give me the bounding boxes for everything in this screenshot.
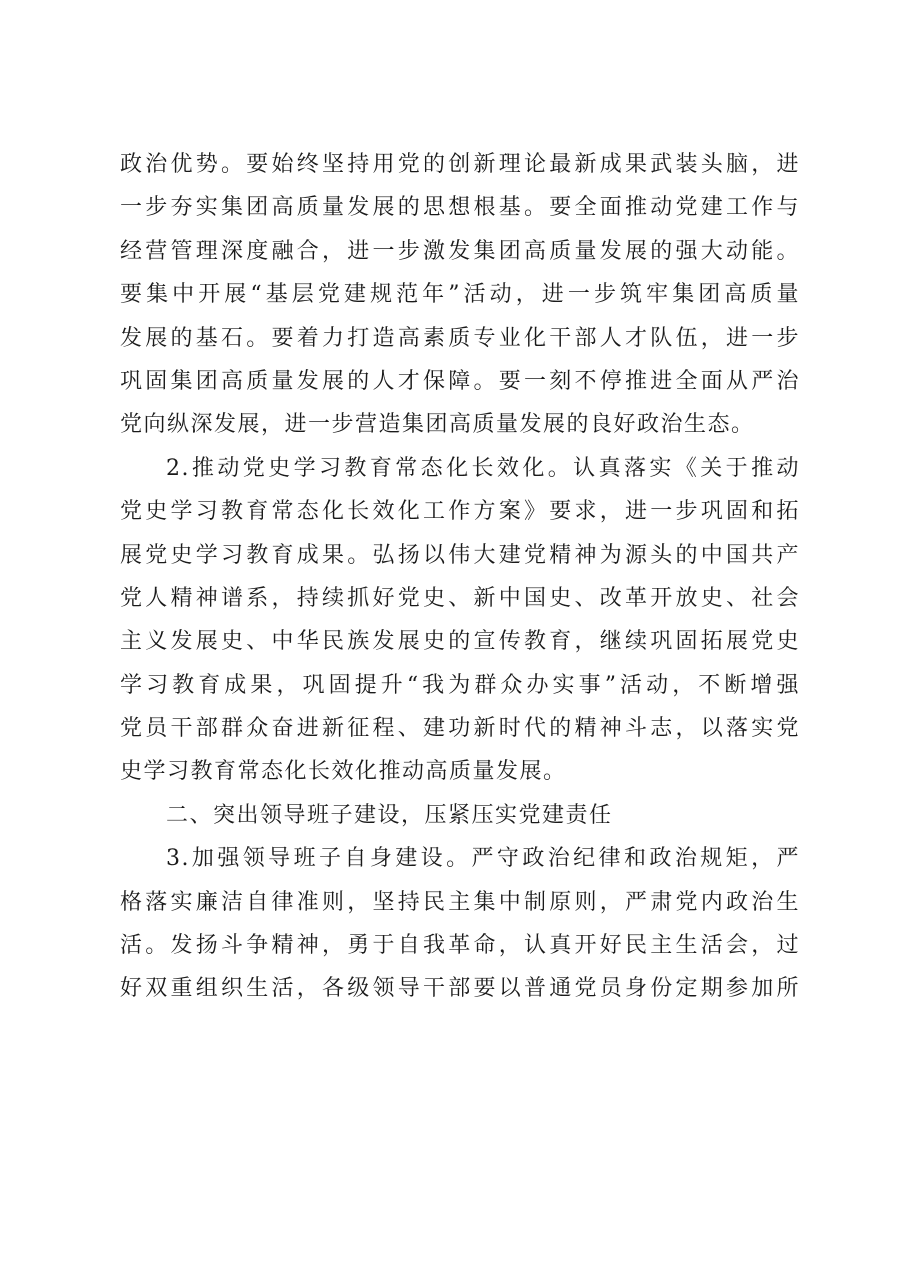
text-line: 党员干部群众奋进新征程、建功新时代的精神斗志，以落实党: [120, 716, 800, 742]
text-line: 格落实廉洁自律准则，坚持民主集中制原则，严肃党内政治生: [120, 889, 800, 915]
document-body: [120, 143, 800, 1011]
text-line: 巩固集团高质量发展的人才保障。要一刻不停推进全面从严治: [120, 368, 800, 394]
text-line: 学习教育成果，巩固提升“我为群众办实事”活动，不断增强: [120, 672, 800, 698]
text-line: 经营管理深度融合，进一步激发集团高质量发展的强大动能。: [120, 238, 800, 264]
text-line: 史学习教育常态化长效化推动高质量发展。: [120, 759, 567, 785]
text-line: 活。发扬斗争精神，勇于自我革命，认真开好民主生活会，过: [120, 933, 800, 959]
text-line: 2.推动党史学习教育常态化长效化。认真落实《关于推动: [166, 455, 800, 481]
text-line: 一步夯实集团高质量发展的思想根基。要全面推动党建工作与: [120, 195, 800, 221]
text-line: 3.加强领导班子自身建设。严守政治纪律和政治规矩，严: [166, 846, 800, 872]
section-heading: 二、突出领导班子建设，压紧压实党建责任: [166, 802, 613, 828]
text-line: 党向纵深发展，进一步营造集团高质量发展的良好政治生态。: [120, 412, 755, 438]
text-line: 展党史学习教育成果。弘扬以伟大建党精神为源头的中国共产: [120, 542, 800, 568]
text-line: 党人精神谱系，持续抓好党史、新中国史、改革开放史、社会: [120, 585, 800, 611]
text-line: 政治优势。要始终坚持用党的创新理论最新成果武装头脑，进: [120, 152, 800, 177]
text-line: 主义发展史、中华民族发展史的宣传教育，继续巩固拓展党史: [120, 629, 800, 655]
text-line: 要集中开展“基层党建规范年”活动，进一步筑牢集团高质量: [120, 282, 800, 308]
text-line: 好双重组织生活，各级领导干部要以普通党员身份定期参加所: [120, 976, 800, 1002]
text-line: 党史学习教育常态化长效化工作方案》要求，进一步巩固和拓: [120, 499, 800, 525]
text-line: 发展的基石。要着力打造高素质专业化干部人才队伍，进一步: [120, 325, 800, 351]
